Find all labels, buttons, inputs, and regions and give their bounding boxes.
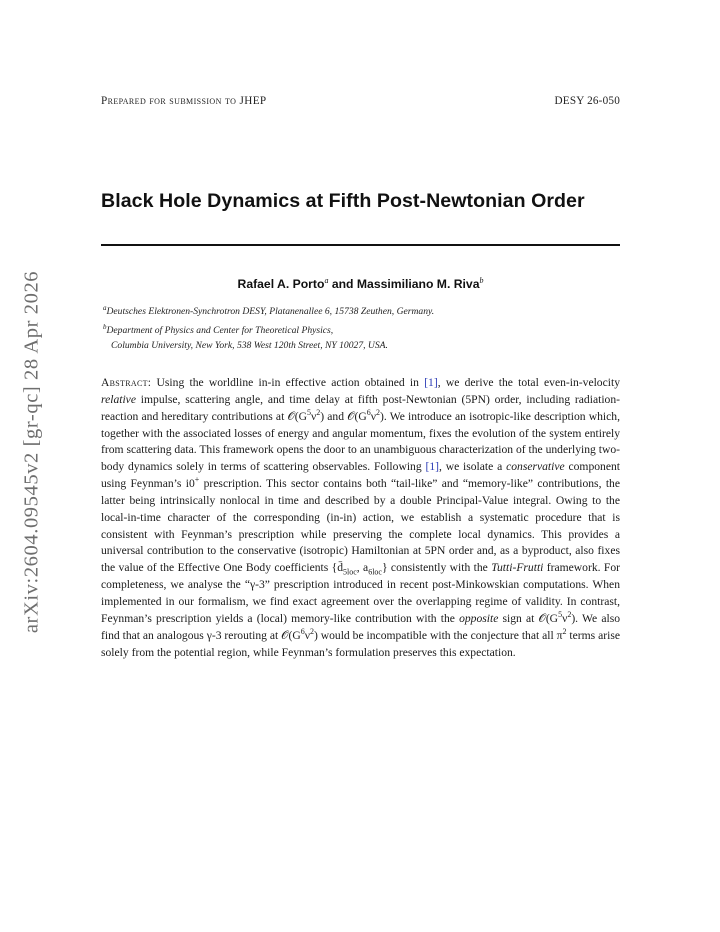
report-number: DESY 26-050 xyxy=(554,95,620,107)
abstract: Abstract: Using the worldline in-in effective action obtained in [1], we derive the total even-in-velocity relative impulse, scattering angle, and time delay at fifth post-Newtonian (5PN) order, including radiation-reaction and hereditary contributions at $𝒪(G^5\nu^2)$ and $𝒪(G^6\nu^2)$. We introduce an isotropic-like description which, together with the associated losses of energy and angular momentum, fixes the evolution of the system entirely from scattering data. This framework opens the door to an unambiguous characterization of the underlying two-body dynamics solely in terms of scattering observables. Following [1], we isolate a conservative component using Feynman’s i0+ prescription. This sector contains both “tail-like” and “memory-like” contributions, the latter being intrinsically nonlocal in time and described by a double Principal-Value integral. Owing to the local-in-time character of the corresponding (in-in) action, we establish a systematic procedure that is consistent with Feynman’s prescription while preserving the complete local dynamics. This provides a universal contribution to the conservative (isotropic) Hamiltonian at 5PN order and, as a byproduct, also fixes the value of the Effective One Body coefficients {$d̄_{5loc}$, $a_{6loc}$} consistently with the Tutti-Frutti framework. For completeness, we analyse the “γ-3” prescription introduced in recent post-Minkowskian computations. When implemented in our formalism, we find exact agreement over the overlapping regime of validity. In contrast, Feynman’s prescription yields a (local) memory-like contribution with the opposite sign at $𝒪(G^5\nu^2)$. We also find that an analogous γ-3 rerouting at $𝒪(G^6\nu^2)$ would be incompatible with the conjecture that all $\pi^2$ terms arise solely from the potential region, while Feynman’s formulation preserves this expectation. xyxy=(101,376,621,659)
author-porto-affil-mark: a xyxy=(324,276,329,285)
citation-link[interactable]: [1] xyxy=(425,460,439,474)
submission-note: Prepared for submission to JHEP xyxy=(101,95,267,107)
author-list xyxy=(101,276,620,291)
author-porto: Rafael A. Porto xyxy=(237,277,325,292)
affiliation-a: $^a$Deutsches Elektronen-Synchrotron DESY, Platanenallee 6, 15738 Zeuthen, Germany. xyxy=(103,304,435,318)
affiliations xyxy=(103,301,623,354)
paper-title: Black Hole Dynamics at Fifth Post-Newtonian Order xyxy=(101,190,585,212)
page-header xyxy=(101,95,620,107)
title-rule xyxy=(101,244,620,246)
abstract-label: Abstract: xyxy=(101,376,152,389)
citation-link[interactable]: [1] xyxy=(424,376,438,389)
arxiv-identifier-stamp: arXiv:2604.09545v2 [gr-qc] 28 Apr 2026 xyxy=(20,270,43,634)
affiliation-b-address: Columbia University, New York, 538 West 120th Street, NY 10027, USA. xyxy=(111,340,388,352)
affiliation-b: $^b$Department of Physics and Center for Theoretical Physics, xyxy=(103,322,334,336)
author-riva-affil-mark: b xyxy=(479,276,484,285)
author-riva: Massimiliano M. Riva xyxy=(356,277,480,292)
author-connector: and xyxy=(328,277,357,292)
